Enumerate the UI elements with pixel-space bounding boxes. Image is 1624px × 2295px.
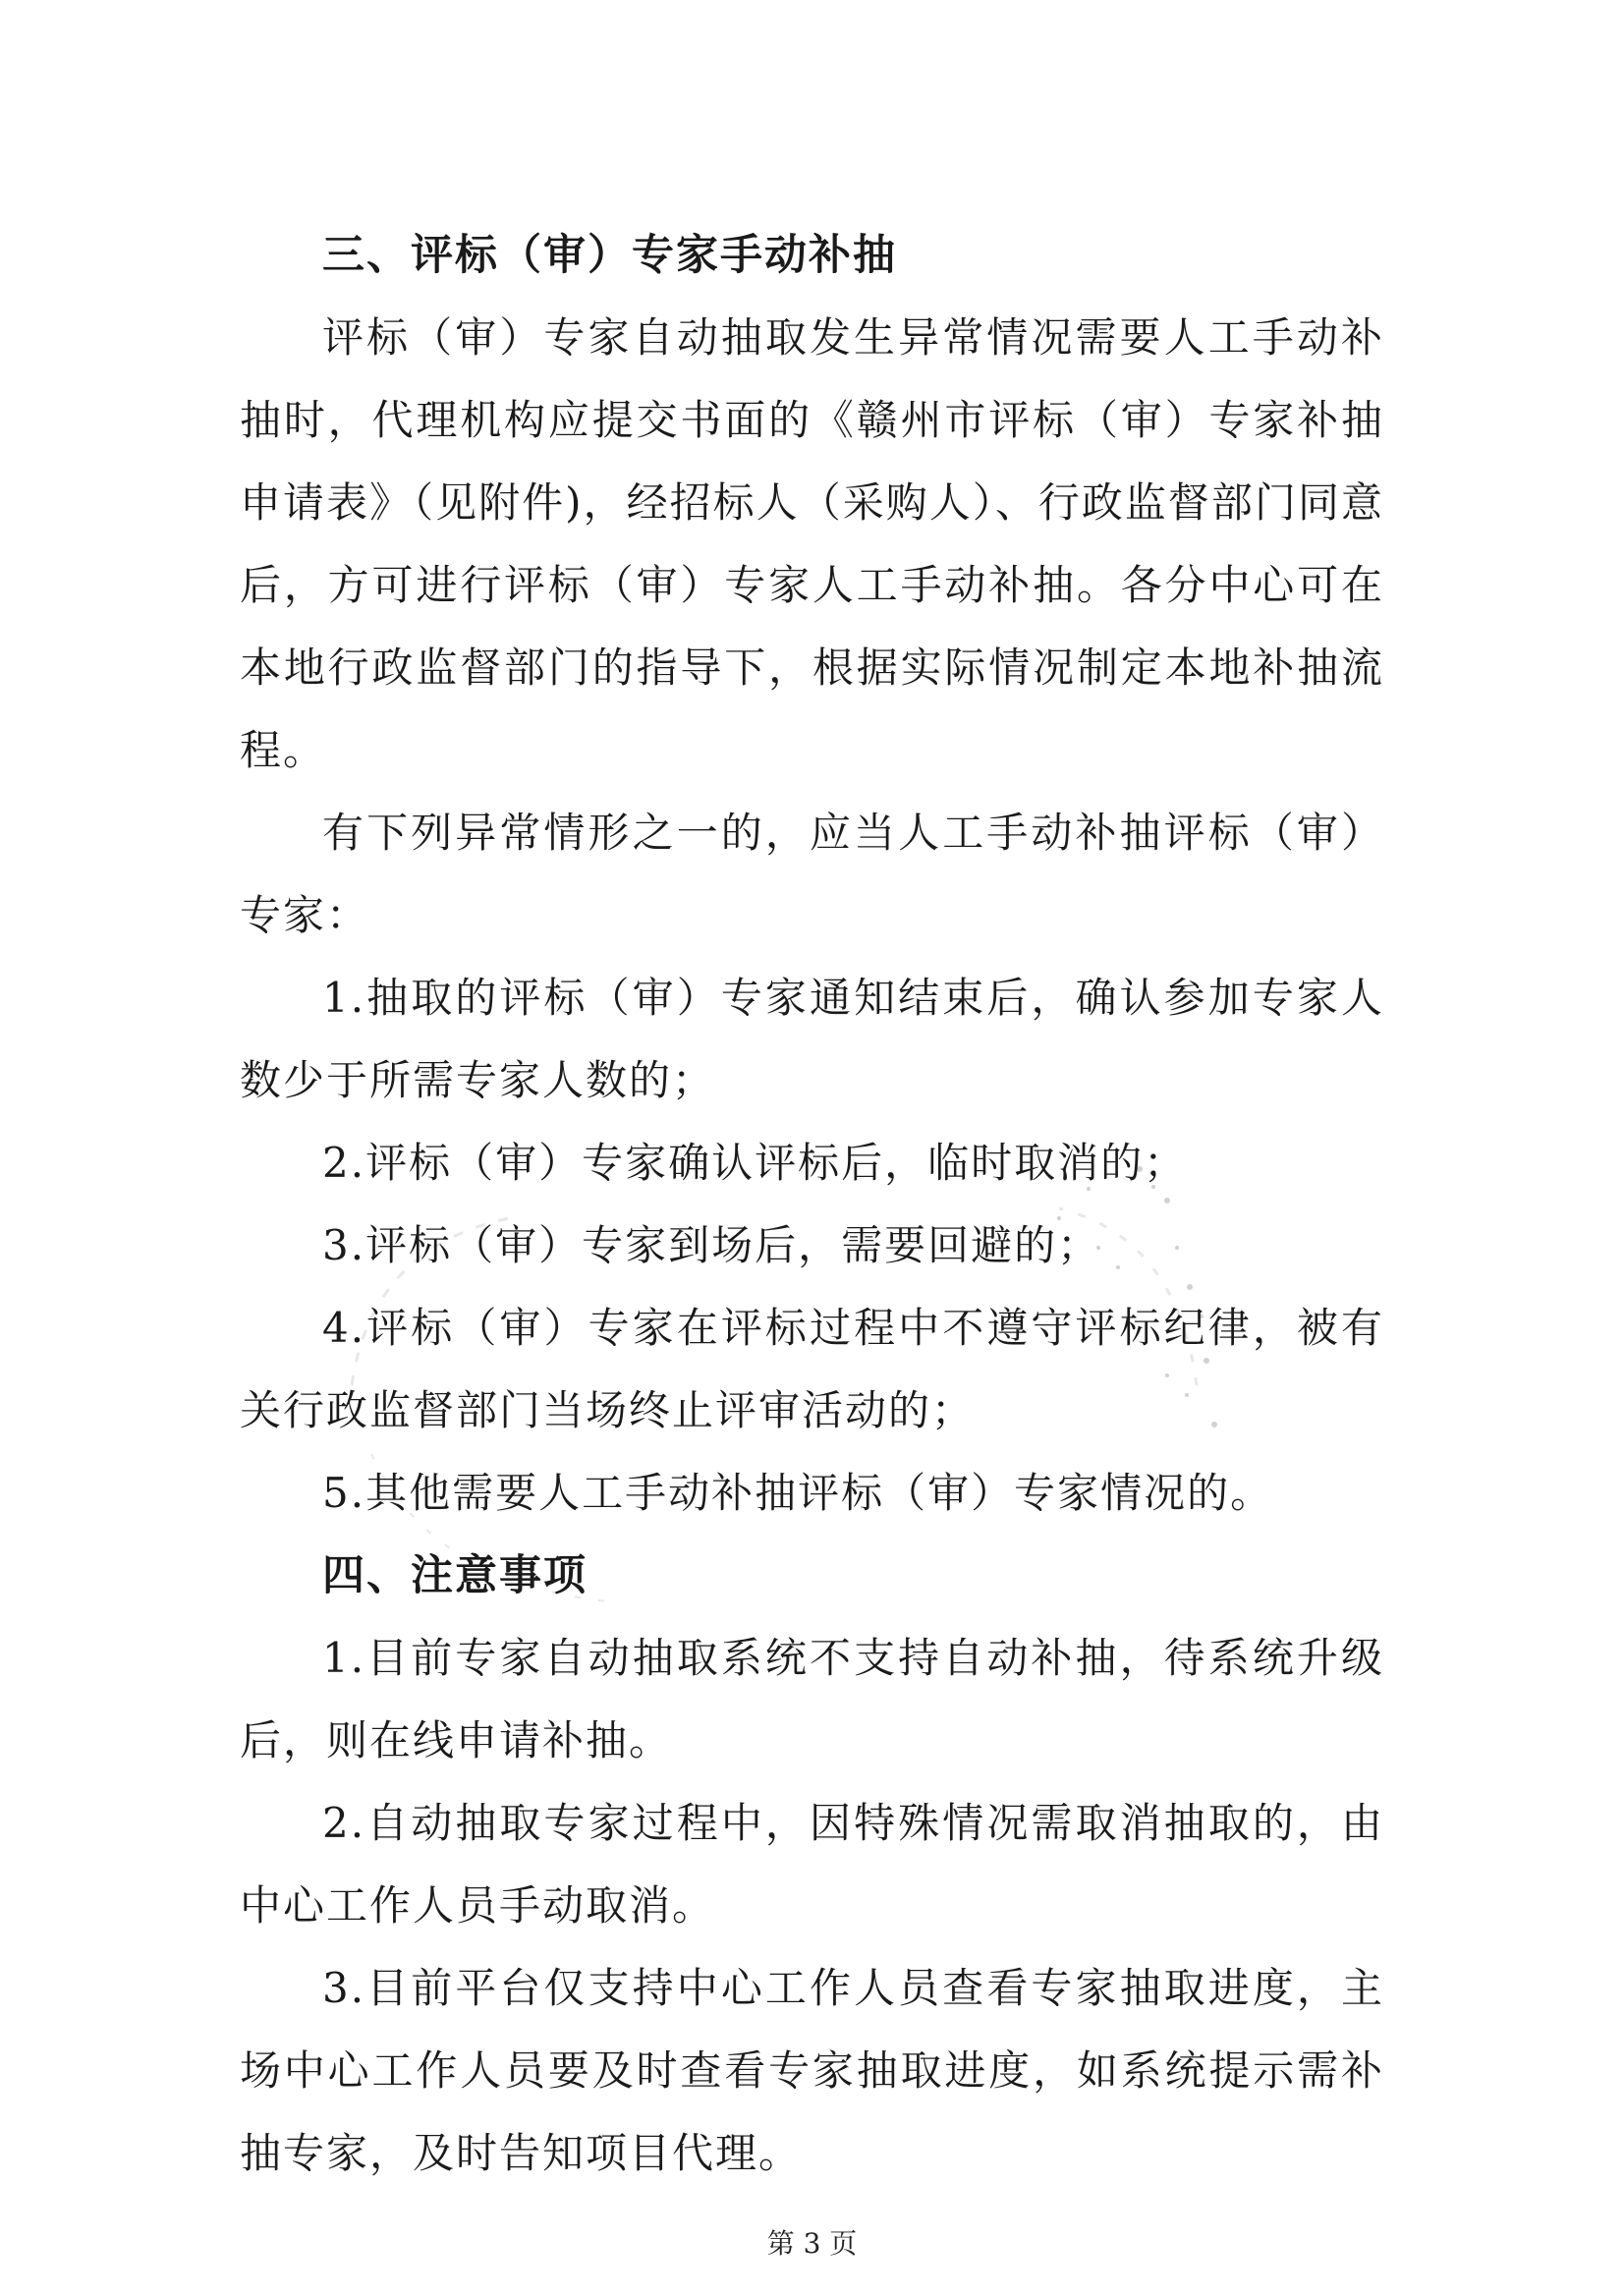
section-3-heading: 三、评标（审）专家手动补抽 <box>322 231 897 280</box>
document-body <box>240 214 1384 2195</box>
section-4-heading: 四、注意事项 <box>322 1551 588 1600</box>
section-3-paragraph-2: 有下列异常情形之一的，应当人工手动补抽评标（审）专家： <box>240 809 1384 939</box>
section-3-item-2: 2.评标（审）专家确认评标后，临时取消的； <box>322 1139 1188 1187</box>
section-4-item-3: 3.目前平台仅支持中心工作人员查看专家抽取进度，主场中心工作人员要及时查看专家抽取进度，如系统提示需补抽专家，及时告知项目代理。 <box>240 1964 1384 2177</box>
section-3-paragraph-1: 评标（审）专家自动抽取发生异常情况需要人工手动补抽时，代理机构应提交书面的《赣州市评标（审）专家补抽申请表》（见附件)，经招标人（采购人）、行政监督部门同意后，方可进行评标（审）专家人工手动补抽。各分中心可在本地行政监督部门的指导下，根据实际情况制定本地补抽流程。 <box>240 313 1384 774</box>
section-4-item-1: 1.目前专家自动抽取系统不支持自动补抽，待系统升级后，则在线申请补抽。 <box>240 1634 1384 1764</box>
page-number-footer: 第 3 页 <box>766 2227 858 2260</box>
section-3-item-3: 3.评标（审）专家到场后，需要回避的； <box>322 1221 1101 1269</box>
section-3-item-4: 4.评标（审）专家在评标过程中不遵守评标纪律，被有关行政监督部门当场终止评审活动的； <box>240 1304 1384 1434</box>
section-3-item-5: 5.其他需要人工手动补抽评标（审）专家情况的。 <box>322 1469 1274 1517</box>
section-3-item-1: 1.抽取的评标（审）专家通知结束后，确认参加专家人数少于所需专家人数的； <box>240 974 1384 1104</box>
section-4-item-2: 2.自动抽取专家过程中，因特殊情况需取消抽取的，由中心工作人员手动取消。 <box>240 1799 1384 1930</box>
